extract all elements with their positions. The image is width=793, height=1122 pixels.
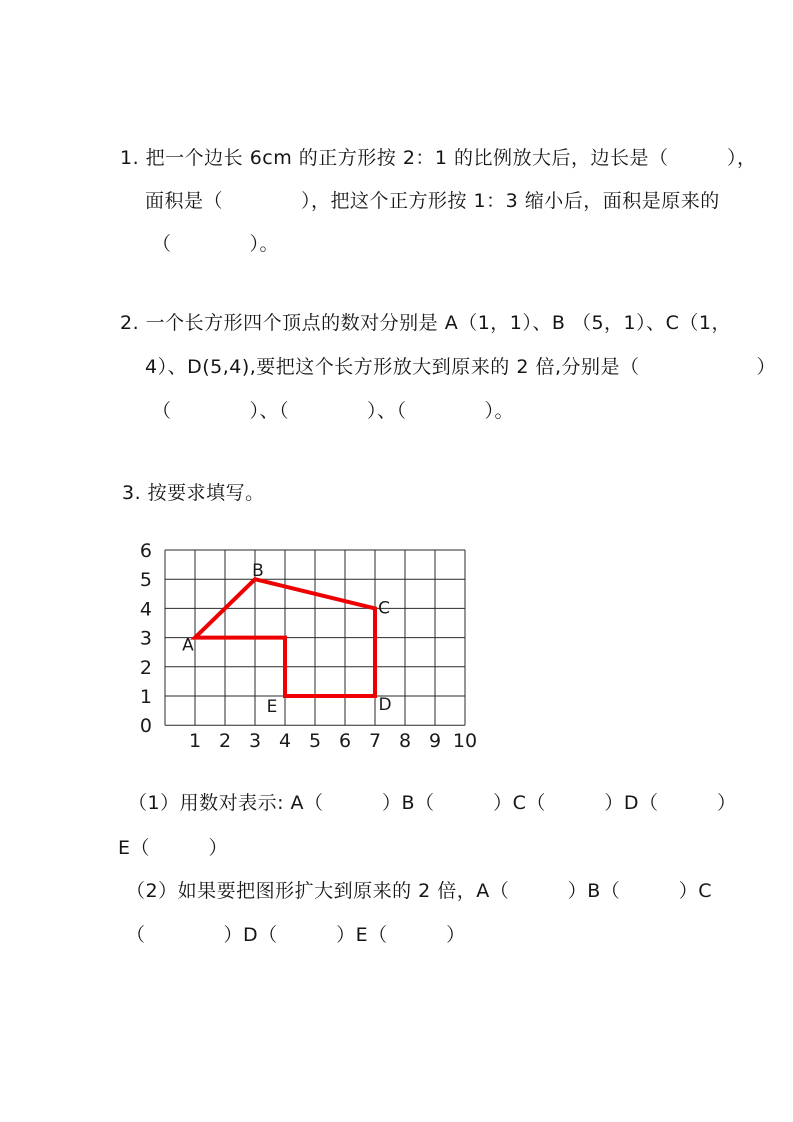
point-label-C: C (378, 598, 390, 619)
question-2-line-3: （ ）、（ ）、（ ）。 (152, 400, 515, 422)
x-axis-tick-label: 4 (278, 730, 292, 753)
x-axis-tick-label: 10 (452, 730, 478, 753)
y-axis-tick-label: 3 (139, 627, 152, 650)
y-axis-tick-label: 4 (139, 598, 152, 621)
x-axis-tick-label: 6 (338, 730, 352, 753)
question-1-line-3: （ ）。 (152, 233, 280, 255)
question-2-line-2: 4）、D(5,4),要把这个长方形放大到原来的 2 倍,分别是（ ） (145, 356, 777, 378)
y-axis-tick-label: 5 (139, 569, 152, 592)
x-axis-tick-label: 7 (368, 730, 382, 753)
question-3-sub1-line-2: E（ ） (118, 837, 229, 859)
point-label-A: A (182, 635, 194, 656)
x-axis-tick-label: 1 (188, 730, 202, 753)
y-axis-tick-label: 6 (139, 540, 152, 562)
y-axis-tick-label: 1 (139, 686, 152, 708)
y-axis-tick-label: 2 (139, 656, 152, 679)
coordinate-grid-chart (100, 528, 530, 776)
coordinate-grid-figure (100, 528, 530, 776)
point-label-E: E (266, 697, 278, 717)
point-label-D: D (378, 695, 392, 715)
question-3-sub2-line-2: （ ）D（ ）E（ ） (126, 924, 466, 946)
x-axis-tick-label: 2 (218, 730, 232, 753)
x-axis-tick-label: 9 (428, 730, 442, 753)
question-3-sub2-line-1: （2）如果要把图形扩大到原来的 2 倍，A（ ）B（ ）C (126, 880, 713, 902)
y-axis-tick-label: 0 (139, 715, 152, 738)
x-axis-tick-label: 8 (398, 730, 412, 753)
question-1-line-1: 1. 把一个边长 6cm 的正方形按 2：1 的比例放大后，边长是（ ）， (120, 147, 757, 169)
question-1-line-2: 面积是（ ），把这个正方形按 1：3 缩小后，面积是原来的 (145, 190, 720, 212)
question-2-line-1: 2. 一个长方形四个顶点的数对分别是 A（1，1）、B （5，1）、C（1， (120, 312, 731, 334)
x-axis-tick-label: 5 (308, 730, 322, 753)
point-label-B: B (252, 561, 264, 582)
x-axis-tick-label: 3 (248, 730, 262, 753)
question-3-heading: 3. 按要求填写。 (122, 482, 265, 504)
question-3-sub1-line-1: （1）用数对表示: A（ ）B（ ）C（ ）D（ ） (128, 792, 737, 814)
